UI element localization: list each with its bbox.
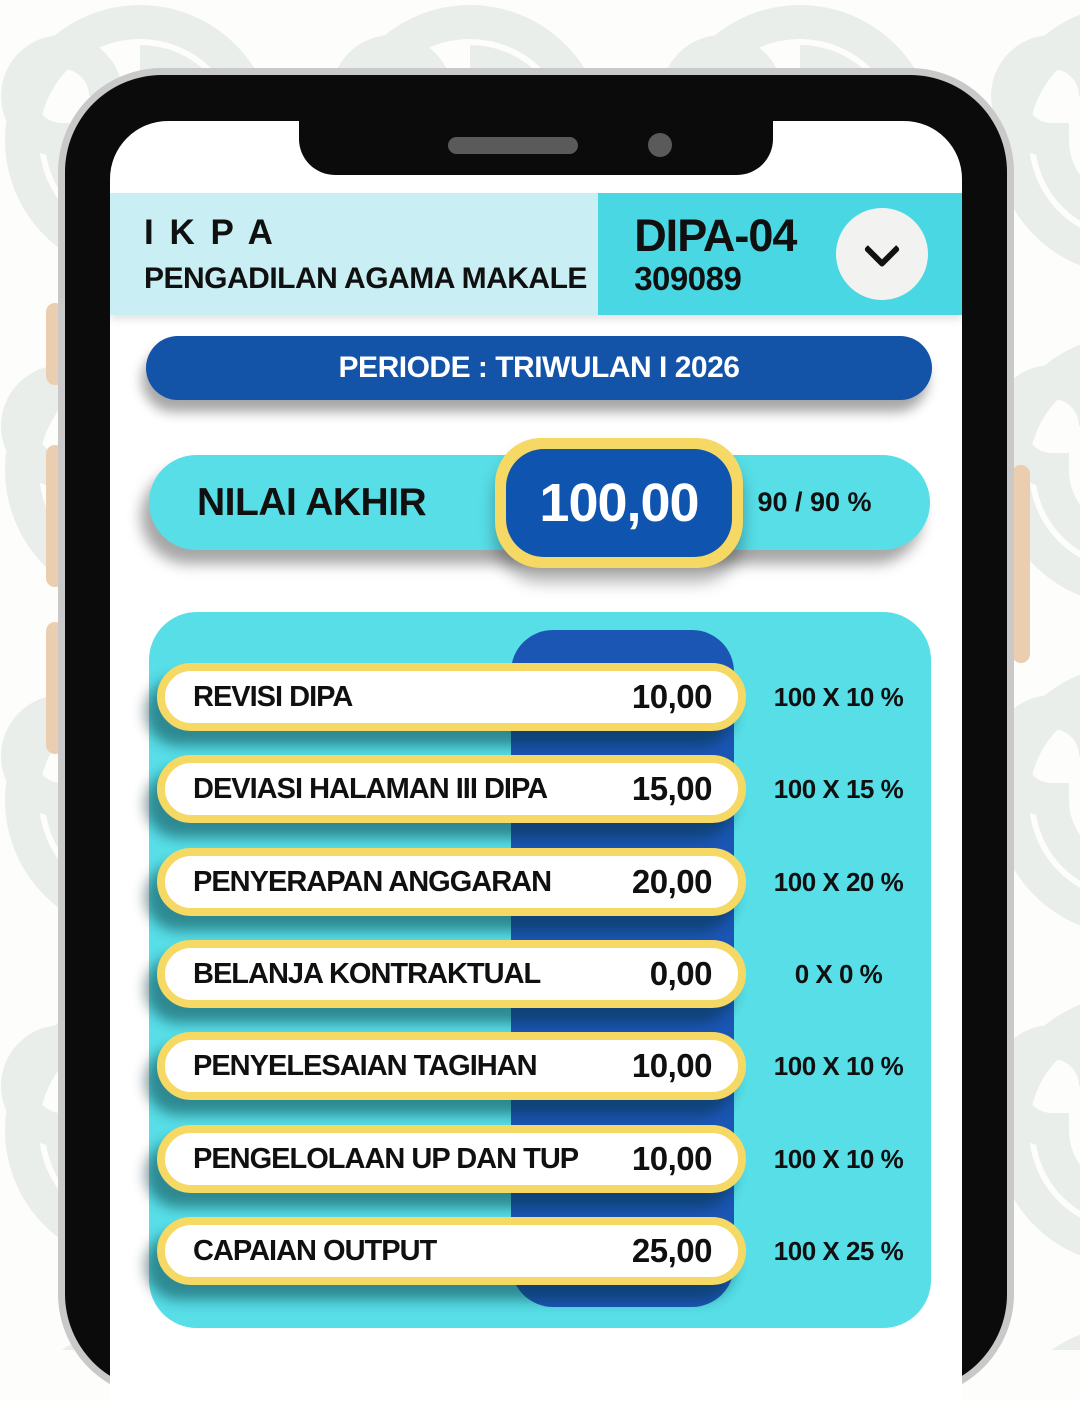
- header-title-block: [110, 193, 598, 315]
- indicator-label: DEVIASI HALAMAN III DIPA: [193, 772, 548, 805]
- indicator-row: [157, 1125, 931, 1193]
- dipa-label: DIPA-04: [634, 210, 797, 261]
- indicator-label: PENGELOLAAN UP DAN TUP: [193, 1142, 579, 1175]
- indicator-label: PENYELESAIAN TAGIHAN: [193, 1049, 537, 1082]
- chevron-down-icon: [864, 231, 901, 268]
- indicator-pill: [157, 1217, 746, 1285]
- indicator-weight: 100 X 10 %: [773, 681, 904, 712]
- indicator-weight: 100 X 15 %: [773, 773, 904, 804]
- indicator-label: BELANJA KONTRAKTUAL: [193, 957, 541, 990]
- app-header: [110, 193, 962, 315]
- indicator-pill: [157, 940, 746, 1008]
- indicator-value: 15,00: [631, 770, 712, 807]
- indicator-value: 25,00: [631, 1232, 712, 1269]
- indicator-weight: 0 X 0 %: [794, 958, 883, 989]
- indicator-weight: 100 X 25 %: [773, 1235, 904, 1266]
- indicator-panel: [149, 612, 931, 1328]
- indicator-pill: [157, 1125, 746, 1193]
- speaker-icon: [448, 137, 578, 154]
- indicator-pill: [157, 755, 746, 823]
- indicator-row: [157, 940, 931, 1008]
- final-score-value: 100,00: [506, 449, 732, 557]
- final-score-label: NILAI AKHIR: [197, 480, 427, 524]
- indicator-row: [157, 1217, 931, 1285]
- dipa-selector-block: [598, 193, 962, 315]
- indicator-weight: 100 X 10 %: [773, 1143, 904, 1174]
- indicator-value: 10,00: [631, 1047, 712, 1084]
- phone-mockup: [58, 68, 1014, 1398]
- indicator-row: [157, 1032, 931, 1100]
- indicator-label: PENYERAPAN ANGGARAN: [193, 865, 552, 898]
- indicator-row: [157, 663, 931, 731]
- indicator-pill: [157, 848, 746, 916]
- app-title: I K P A: [144, 212, 276, 252]
- indicator-row: [157, 755, 931, 823]
- indicator-row: [157, 848, 931, 916]
- indicator-pill: [157, 663, 746, 731]
- indicator-weight: 100 X 20 %: [773, 866, 904, 897]
- phone-notch: [299, 121, 773, 175]
- phone-frame: [65, 75, 1007, 1391]
- indicator-value: 0,00: [649, 955, 712, 992]
- power-button: [1012, 465, 1030, 663]
- indicator-label: REVISI DIPA: [193, 680, 353, 713]
- indicator-pill: [157, 1032, 746, 1100]
- indicator-value: 10,00: [631, 1140, 712, 1177]
- indicator-label: CAPAIAN OUTPUT: [193, 1234, 437, 1267]
- period-banner: PERIODE : TRIWULAN I 2026: [146, 336, 932, 400]
- indicator-value: 20,00: [631, 863, 712, 900]
- org-name: PENGADILAN AGAMA MAKALE: [144, 261, 587, 295]
- final-score-ratio: 90 / 90 %: [757, 487, 872, 517]
- indicator-value: 10,00: [631, 678, 712, 715]
- phone-screen: [110, 121, 962, 1401]
- dipa-number: 309089: [634, 260, 742, 297]
- indicator-weight: 100 X 10 %: [773, 1050, 904, 1081]
- final-score-badge: [495, 438, 743, 568]
- dipa-dropdown-button[interactable]: [836, 208, 928, 300]
- camera-icon: [648, 133, 672, 157]
